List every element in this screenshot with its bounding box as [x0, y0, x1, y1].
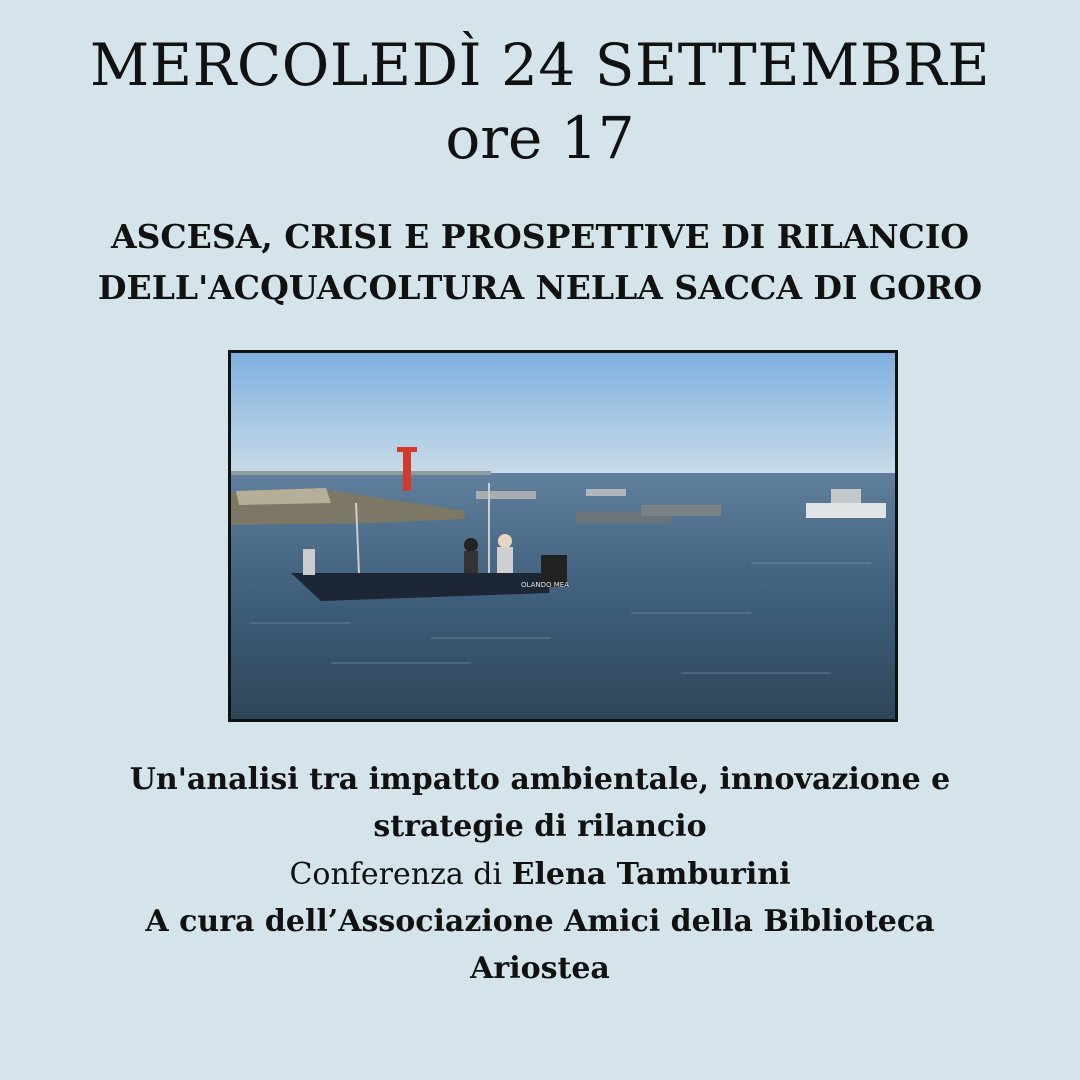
horizon-shore [231, 471, 491, 475]
sky [231, 353, 895, 475]
boat-name: OLANDO MEA [521, 581, 569, 589]
event-time: ore 17 [445, 104, 635, 172]
boat-right [806, 503, 886, 518]
organizer-line-1: A cura dell’Associazione Amici della Biblioteca [145, 904, 935, 939]
conference-title-line-1: ASCESA, CRISI E PROSPETTIVE DI RILANCIO [110, 217, 970, 256]
speaker-name: Elena Tamburini [511, 857, 791, 892]
subtitle-line-2: strategie di rilancio [373, 809, 707, 844]
event-photo [228, 350, 898, 722]
organizer-line-2: Ariostea [470, 951, 610, 986]
subtitle-line-1: Un'analisi tra impatto ambientale, innovazione e [129, 762, 951, 797]
lighthouse [403, 451, 411, 491]
conference-title-line-2: DELL'ACQUACOLTURA NELLA SACCA DI GORO [97, 268, 983, 307]
event-date: MERCOLEDÌ 24 SETTEMBRE [89, 31, 991, 99]
conference-prefix: Conferenza di [289, 857, 512, 892]
conference-speaker-line [0, 855, 1080, 895]
